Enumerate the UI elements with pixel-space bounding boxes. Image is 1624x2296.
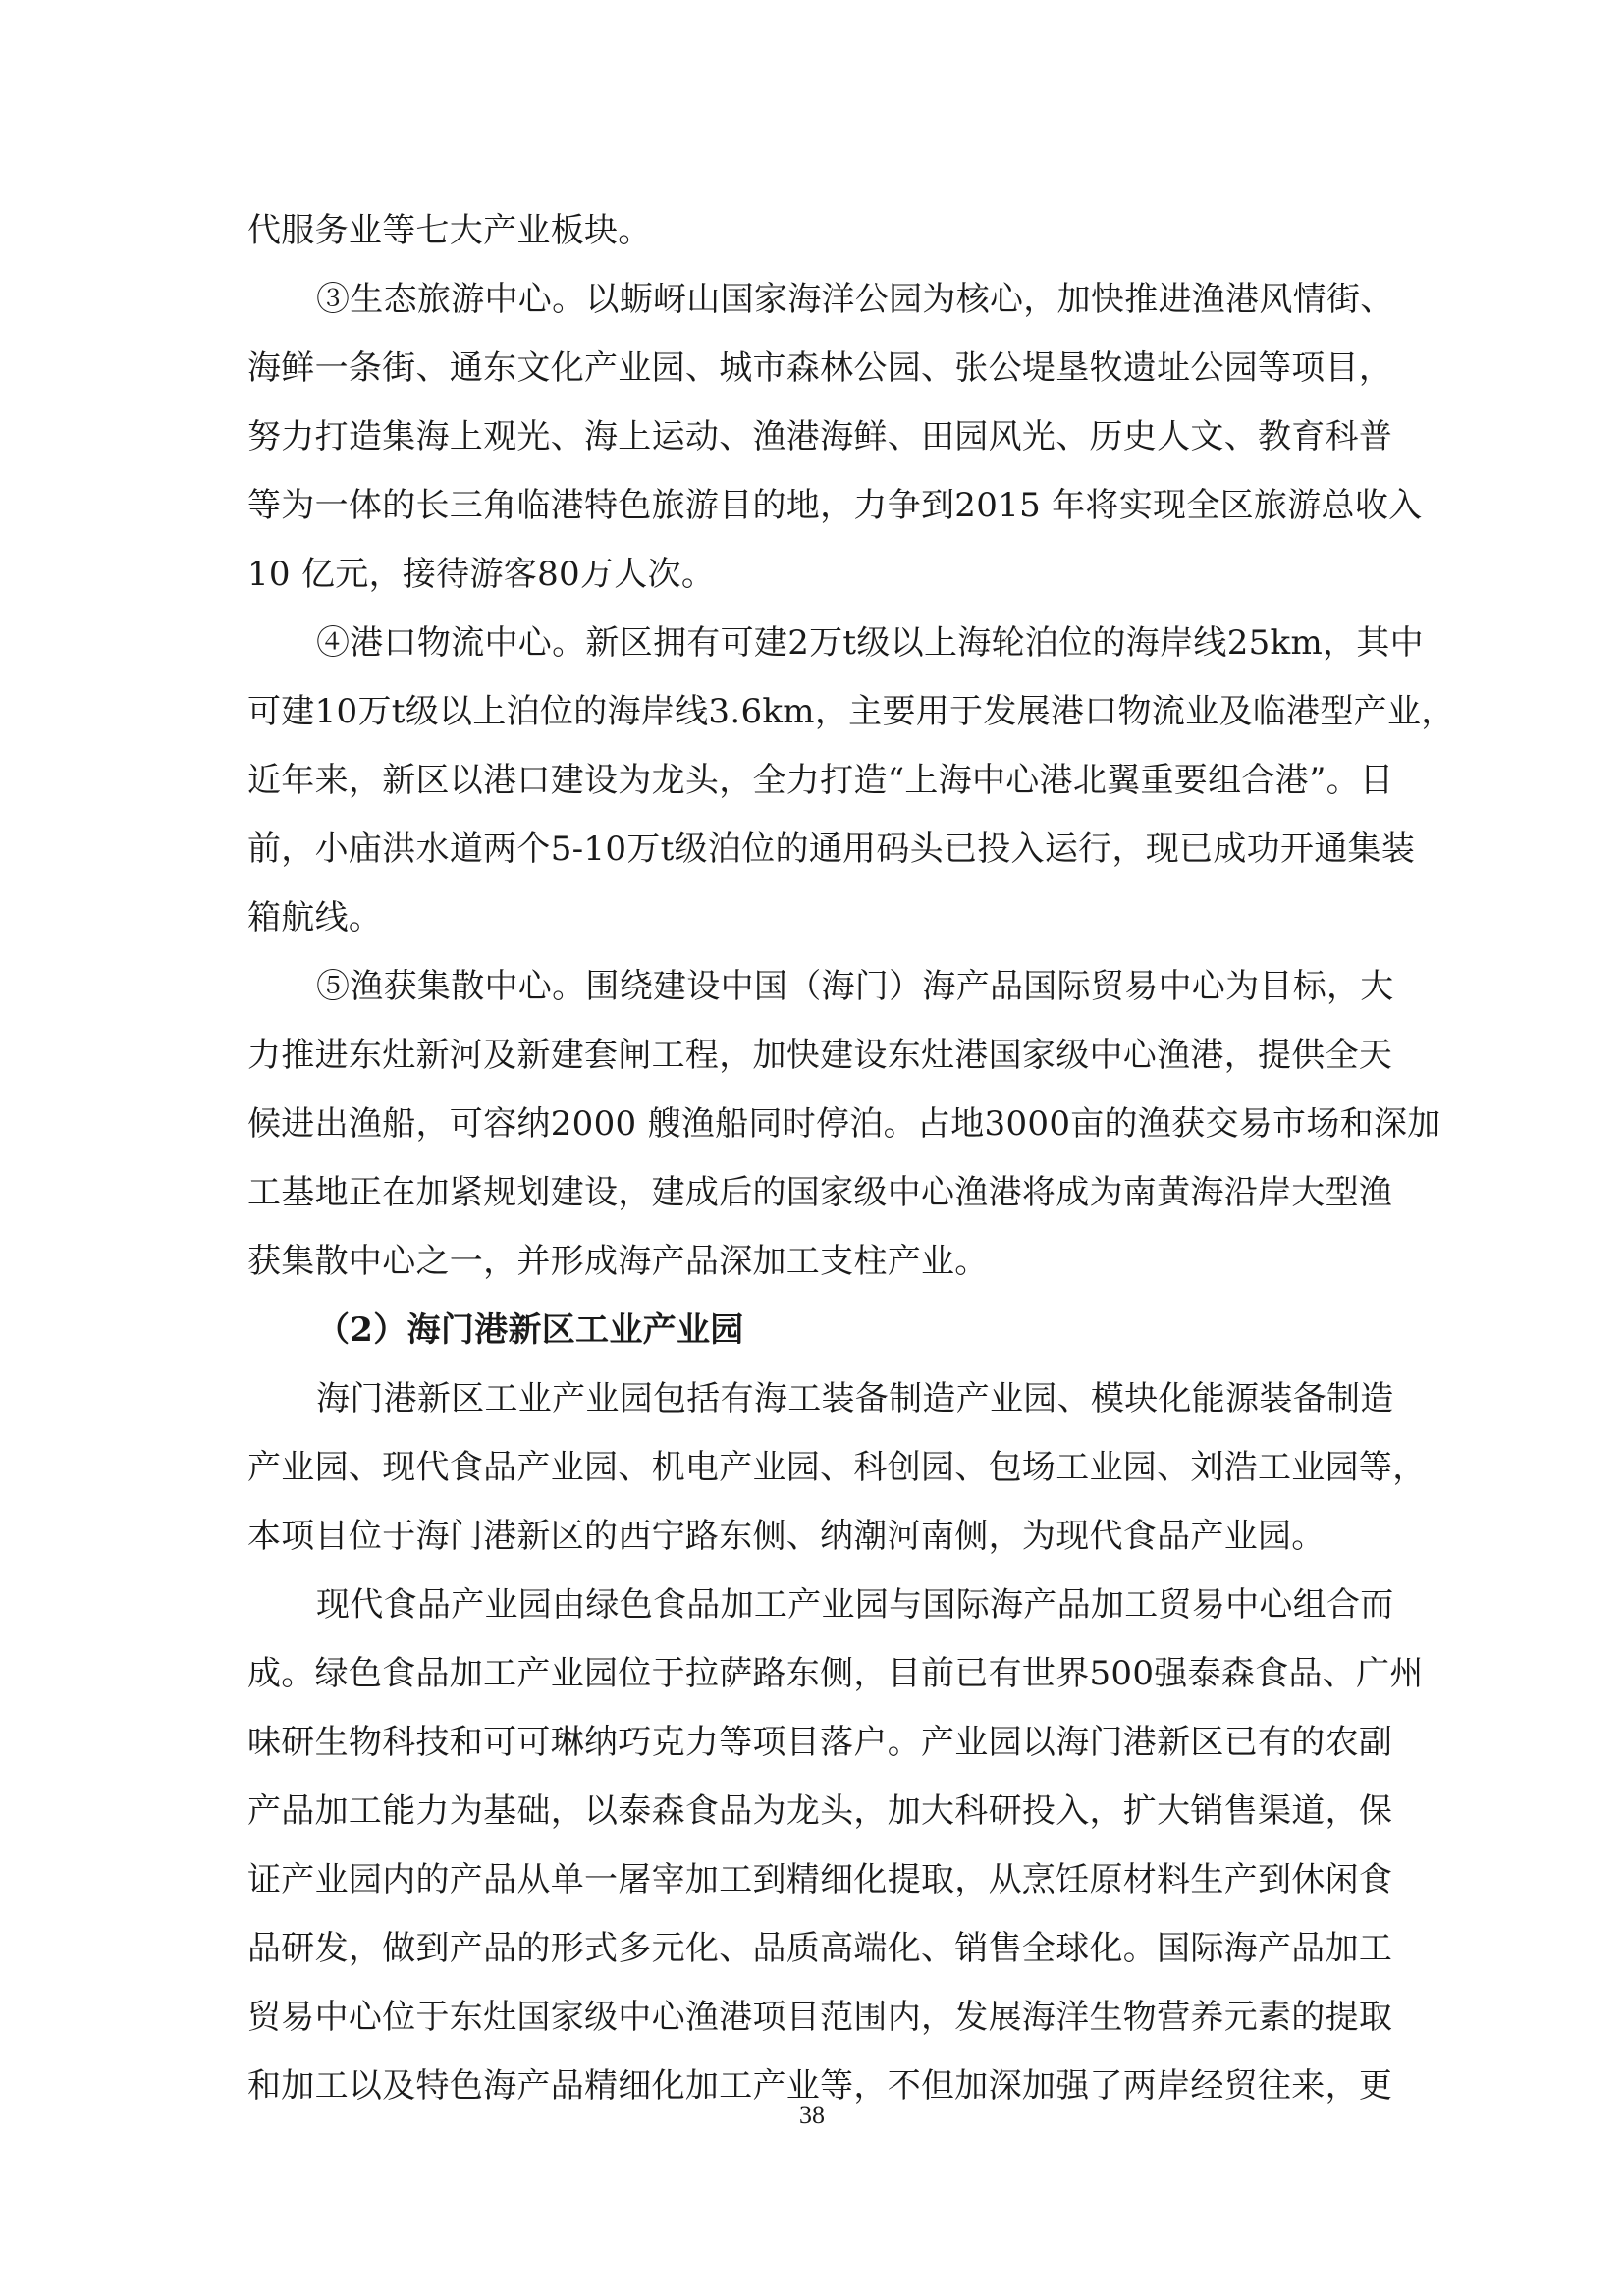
text-line: 箱航线。: [247, 898, 383, 937]
text-line: 候进出渔船，可容纳2000 艘渔船同时停泊。占地3000亩的渔获交易市场和深加: [247, 1104, 1441, 1144]
text-line: 海鲜一条街、通东文化产业园、城市森林公园、张公堤垦牧遗址公园等项目，: [247, 348, 1393, 388]
text-line: 产业园、现代食品产业园、机电产业园、科创园、包场工业园、刘浩工业园等，: [247, 1448, 1427, 1487]
text-line: 代服务业等七大产业板块。: [247, 211, 652, 250]
text-line: 证产业园内的产品从单一屠宰加工到精细化提取，从烹饪原材料生产到休闲食: [247, 1860, 1393, 1899]
section-heading: （2）海门港新区工业产业园: [316, 1310, 744, 1350]
text-line: 获集散中心之一，并形成海产品深加工支柱产业。: [247, 1242, 989, 1281]
text-line: ④港口物流中心。新区拥有可建2万t级以上海轮泊位的海岸线25km，其中: [316, 623, 1424, 663]
text-line: 近年来，新区以港口建设为龙头，全力打造“上海中心港北翼重要组合港”。目: [247, 761, 1394, 800]
text-line: ③生态旅游中心。以蛎岈山国家海洋公园为核心，加快推进渔港风情街、: [316, 280, 1394, 319]
text-line: 海门港新区工业产业园包括有海工装备制造产业园、模块化能源装备制造: [316, 1379, 1394, 1418]
text-line: 本项目位于海门港新区的西宁路东侧、纳潮河南侧，为现代食品产业园。: [247, 1517, 1326, 1556]
text-line: 和加工以及特色海产品精细化加工产业等，不但加深加强了两岸经贸往来，更: [247, 2066, 1393, 2106]
text-line: 努力打造集海上观光、海上运动、渔港海鲜、田园风光、历史人文、教育科普: [247, 417, 1393, 456]
document-body: [247, 196, 1455, 2120]
text-line: 可建10万t级以上泊位的海岸线3.6km，主要用于发展港口物流业及临港型产业，: [247, 692, 1455, 731]
page-number: 38: [799, 2101, 825, 2129]
text-line: ⑤渔获集散中心。围绕建设中国（海门）海产品国际贸易中心为目标，大: [316, 967, 1394, 1006]
text-line: 产品加工能力为基础，以泰森食品为龙头，加大科研投入，扩大销售渠道，保: [247, 1791, 1393, 1831]
text-line: 成。绿色食品加工产业园位于拉萨路东侧，目前已有世界500强泰森食品、广州: [247, 1654, 1424, 1693]
text-line: 等为一体的长三角临港特色旅游目的地，力争到2015 年将实现全区旅游总收入: [247, 486, 1423, 525]
text-line: 品研发，做到产品的形式多元化、品质高端化、销售全球化。国际海产品加工: [247, 1929, 1393, 1968]
text-line: 味研生物科技和可可琳纳巧克力等项目落户。产业园以海门港新区已有的农副: [247, 1723, 1393, 1762]
text-line: 工基地正在加紧规划建设，建成后的国家级中心渔港将成为南黄海沿岸大型渔: [247, 1173, 1393, 1212]
text-line: 10 亿元，接待游客80万人次。: [247, 555, 716, 594]
text-line: 现代食品产业园由绿色食品加工产业园与国际海产品加工贸易中心组合而: [316, 1585, 1394, 1625]
text-line: 力推进东灶新河及新建套闸工程，加快建设东灶港国家级中心渔港，提供全天: [247, 1036, 1393, 1075]
text-line: 贸易中心位于东灶国家级中心渔港项目范围内，发展海洋生物营养元素的提取: [247, 1998, 1393, 2037]
text-line: 前，小庙洪水道两个5-10万t级泊位的通用码头已投入运行，现已成功开通集装: [247, 829, 1416, 869]
